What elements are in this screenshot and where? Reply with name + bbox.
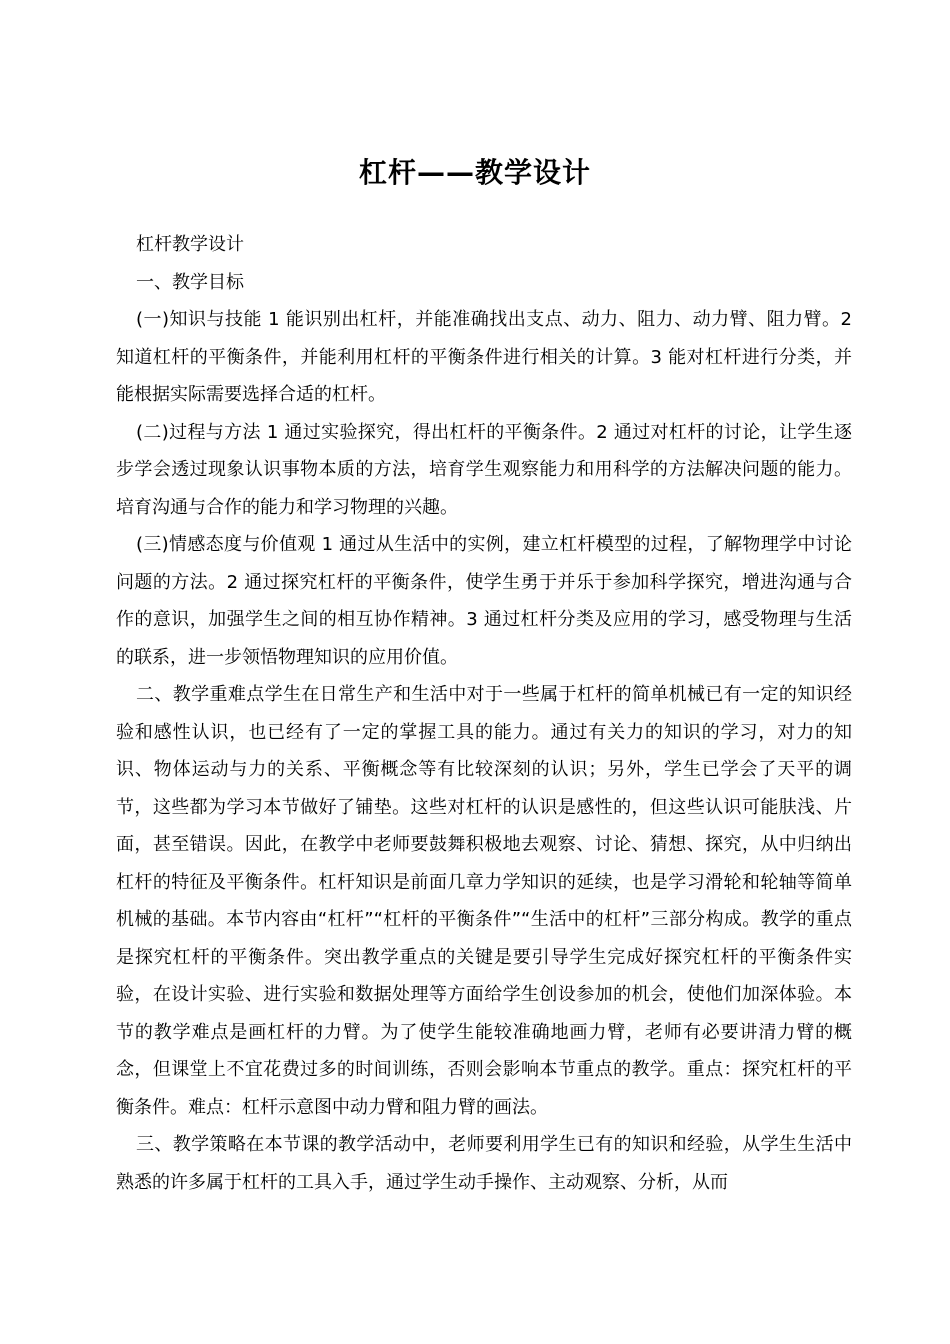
paragraph-teaching-strategy: 三、教学策略在本节课的教学活动中，老师要利用学生已有的知识和经验，从学生生活中熟悉的许多属于杠杆的工具入手，通过学生动手操作、主动观察、分析，从而	[116, 1134, 852, 1193]
paragraph-attitudes-values: (三)情感态度与价值观 1 通过从生活中的实例，建立杠杆模型的过程，了解物理学中讨论问题的方法。2 通过探究杠杆的平衡条件，使学生勇于并乐于参加科学探究，增进沟通与合作的意识，加强学生之间的相互协作精神。3 通过杠杆分类及应用的学习，感受物理与生活的联系，进一步领悟物理知识的应用价值。	[116, 534, 852, 668]
document-body	[116, 226, 852, 1201]
paragraph-process-methods: (二)过程与方法 1 通过实验探究，得出杠杆的平衡条件。2 通过对杠杆的讨论，让学生逐步学会透过现象认识事物本质的方法，培育学生观察能力和用科学的方法解决问题的能力。培育沟通与合作的能力和学习物理的兴趣。	[116, 421, 852, 518]
section-heading-objectives: 一、教学目标	[136, 271, 244, 293]
paragraph-key-difficult-points: 二、教学重难点学生在日常生产和生活中对于一些属于杠杆的简单机械已有一定的知识经验和感性认识，也已经有了一定的掌握工具的能力。通过有关力的知识的学习，对力的知识、物体运动与力的关系、平衡概念等有比较深刻的认识；另外，学生已学会了天平的调节，这些都为学习本节做好了铺垫。这些对杠杆的认识是感性的，但这些认识可能肤浅、片面，甚至错误。因此，在教学中老师要鼓舞积极地去观察、讨论、猜想、探究，从中归纳出杠杆的特征及平衡条件。杠杆知识是前面几章力学知识的延续，也是学习滑轮和轮轴等简单机械的基础。本节内容由“杠杆”“杠杆的平衡条件”“生活中的杠杆”三部分构成。教学的重点是探究杠杆的平衡条件。突出教学重点的关键是要引导学生完成好探究杠杆的平衡条件实验，在设计实验、进行实验和数据处理等方面给学生创设参加的机会，使他们加深体验。本节的教学难点是画杠杆的力臂。为了使学生能较准确地画力臂，老师有必要讲清力臂的概念，但课堂上不宜花费过多的时间训练，否则会影响本节重点的教学。重点：探究杠杆的平衡条件。难点：杠杆示意图中动力臂和阻力臂的画法。	[116, 684, 852, 1118]
paragraph-subtitle: 杠杆教学设计	[136, 234, 244, 255]
paragraph-knowledge-skills: (一)知识与技能 1 能识别出杠杆，并能准确找出支点、动力、阻力、动力臂、阻力臂。2 知道杠杆的平衡条件，并能利用杠杆的平衡条件进行相关的计算。3 能对杠杆进行分类，并能根据实际需要选择合适的杠杆。	[116, 309, 852, 405]
document-title: 杠杆——教学设计	[358, 155, 591, 189]
